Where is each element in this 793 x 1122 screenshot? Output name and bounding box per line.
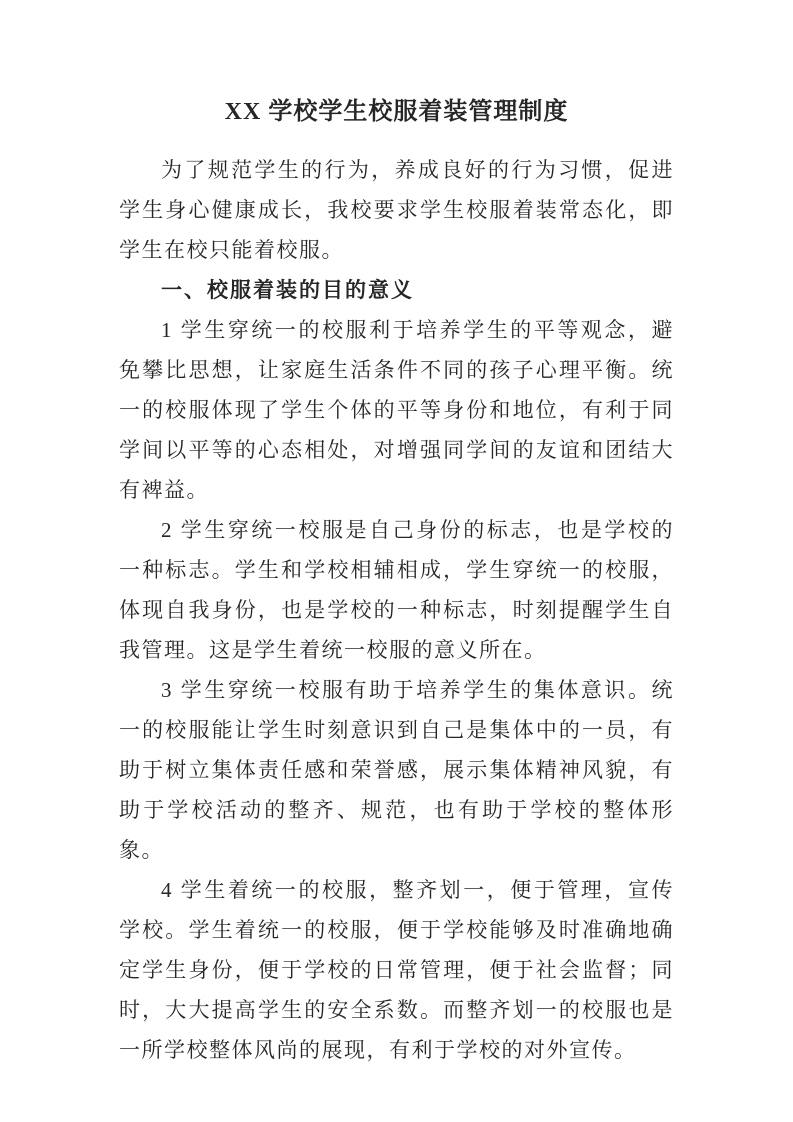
section-1-item-3: 3 学生穿统一校服有助于培养学生的集体意识。统一的校服能让学生时刻意识到自己是集体中的一员，有助于树立集体责任感和荣誉感，展示集体精神风貌，有助于学校活动的整齐、规范，也有助于学校的整体形象。 (119, 678, 674, 862)
section-1-item-2: 2 学生穿统一校服是自己身份的标志，也是学校的一种标志。学生和学校相辅相成，学生穿统一的校服，体现自我身份，也是学校的一种标志，时刻提醒学生自我管理。这是学生着统一校服的意义所在。 (119, 518, 674, 662)
section-1-item-1: 1 学生穿统一的校服利于培养学生的平等观念，避免攀比思想，让家庭生活条件不同的孩子心理平衡。统一的校服体现了学生个体的平等身份和地位，有利于同学间以平等的心态相处，对增强同学间的友谊和团结大有裨益。 (119, 318, 674, 502)
intro-paragraph: 为了规范学生的行为，养成良好的行为习惯，促进学生身心健康成长，我校要求学生校服着装常态化，即学生在校只能着校服。 (119, 158, 674, 262)
section-1-item-4: 4 学生着统一的校服，整齐划一，便于管理，宣传学校。学生着统一的校服，便于学校能够及时准确地确定学生身份，便于学校的日常管理，便于社会监督；同时，大大提高学生的安全系数。而整齐划一的校服也是一所学校整体风尚的展现，有利于学校的对外宣传。 (119, 878, 674, 1062)
document-title: XX 学校学生校服着装管理制度 (224, 99, 569, 125)
section-1-heading: 一、校服着装的目的意义 (161, 278, 414, 302)
document-body (119, 150, 674, 1070)
